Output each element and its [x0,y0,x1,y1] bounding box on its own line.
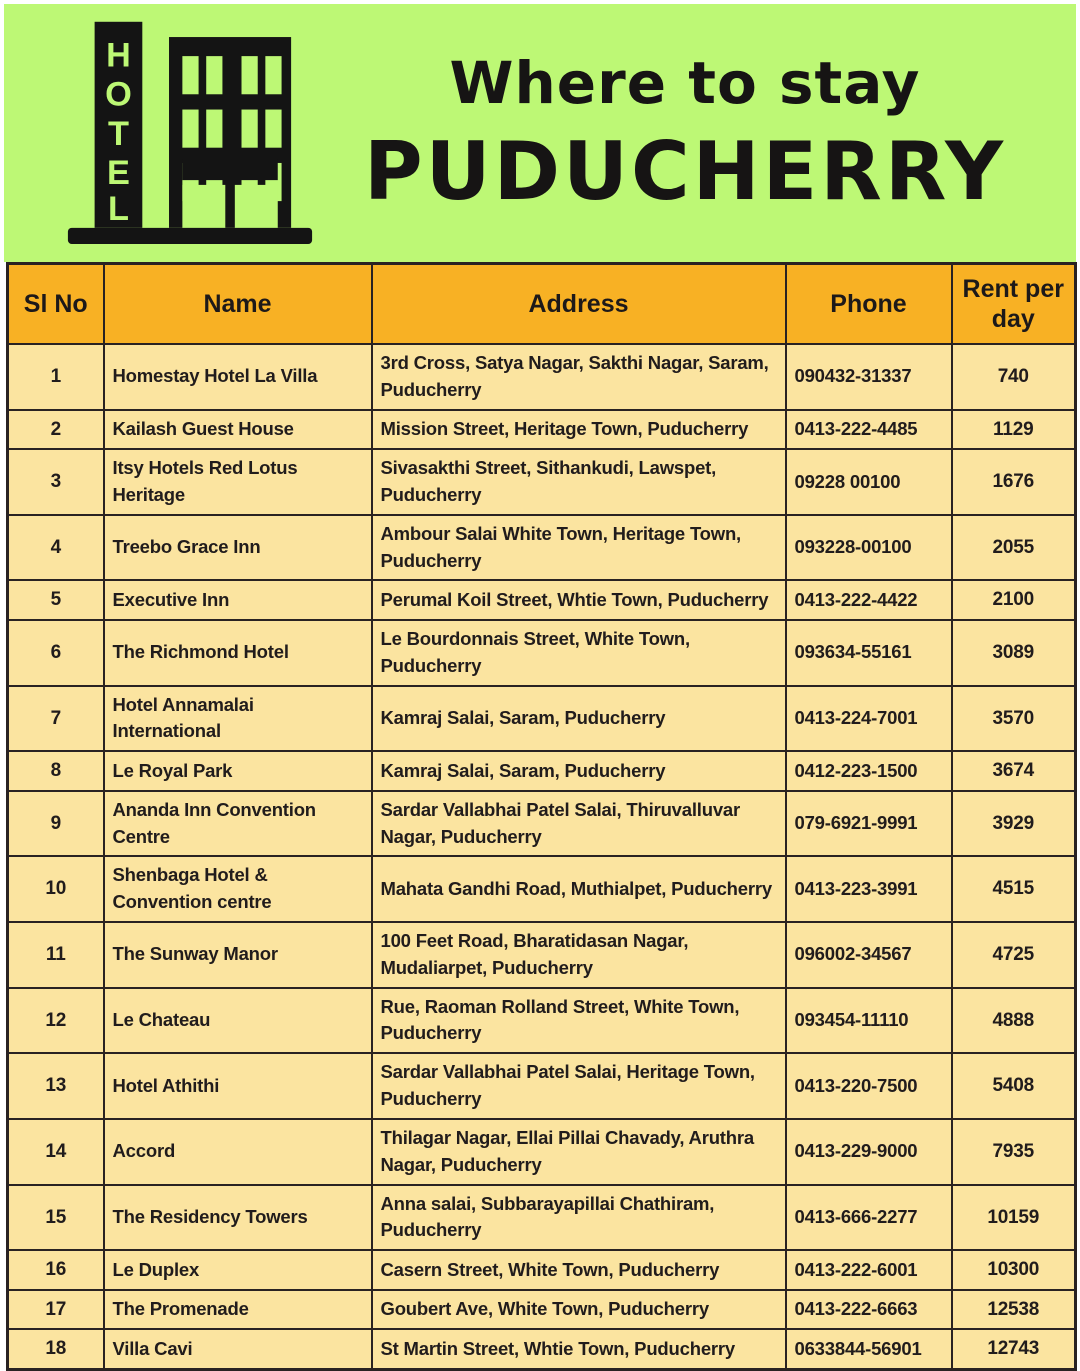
sign-letter: E [107,153,130,192]
banner-subtitle: PUDUCHERRY [363,124,1007,218]
address-cell: Kamraj Salai, Saram, Puducherry [372,751,786,791]
slno-cell: 9 [8,791,104,857]
rent-cell: 3929 [952,791,1076,857]
address-cell: Rue, Raoman Rolland Street, White Town, Puducherry [372,988,786,1054]
table-header-row [8,264,1076,345]
phone-cell: 0412-223-1500 [786,751,952,791]
name-cell: Hotel Annamalai International [104,686,372,752]
table-row [8,751,1076,791]
table-row [8,410,1076,450]
banner-title: Where to stay [449,48,921,117]
table-row [8,856,1076,922]
slno-cell: 8 [8,751,104,791]
table-row [8,1119,1076,1185]
name-cell: Le Royal Park [104,751,372,791]
phone-cell: 09228 00100 [786,449,952,515]
table-row [8,449,1076,515]
phone-cell: 0633844-56901 [786,1329,952,1369]
table-row [8,344,1076,410]
table-row [8,1185,1076,1251]
address-cell: Sivasakthi Street, Sithankudi, Lawspet, Puducherry [372,449,786,515]
rent-cell: 4725 [952,922,1076,988]
name-cell: Homestay Hotel La Villa [104,344,372,410]
slno-cell: 10 [8,856,104,922]
rent-cell: 4515 [952,856,1076,922]
slno-cell: 12 [8,988,104,1054]
hotels-table [6,262,1077,1371]
col-header-rent: Rent per day [952,264,1076,345]
rent-cell: 3570 [952,686,1076,752]
address-cell: Thilagar Nagar, Ellai Pillai Chavady, Aruthra Nagar, Puducherry [372,1119,786,1185]
phone-cell: 0413-223-3991 [786,856,952,922]
address-cell: Goubert Ave, White Town, Puducherry [372,1290,786,1330]
rent-cell: 1676 [952,449,1076,515]
address-cell: 100 Feet Road, Bharatidasan Nagar, Mudaliarpet, Puducherry [372,922,786,988]
slno-cell: 18 [8,1329,104,1369]
name-cell: Shenbaga Hotel & Convention centre [104,856,372,922]
table-row [8,1290,1076,1330]
slno-cell: 4 [8,515,104,581]
table-row [8,988,1076,1054]
address-cell: Casern Street, White Town, Puducherry [372,1250,786,1290]
rent-cell: 7935 [952,1119,1076,1185]
rent-cell: 5408 [952,1053,1076,1119]
col-header-slno: Sl No [8,264,104,345]
slno-cell: 2 [8,410,104,450]
address-cell: Kamraj Salai, Saram, Puducherry [372,686,786,752]
col-header-name: Name [104,264,372,345]
rent-cell: 10159 [952,1185,1076,1251]
rent-cell: 4888 [952,988,1076,1054]
table-row [8,515,1076,581]
phone-cell: 093228-00100 [786,515,952,581]
name-cell: Villa Cavi [104,1329,372,1369]
phone-cell: 0413-222-6001 [786,1250,952,1290]
name-cell: The Promenade [104,1290,372,1330]
phone-cell: 096002-34567 [786,922,952,988]
table-row [8,580,1076,620]
hotel-building-icon-svg [66,14,314,248]
slno-cell: 14 [8,1119,104,1185]
table-row [8,922,1076,988]
table-row [8,791,1076,857]
phone-cell: 0413-220-7500 [786,1053,952,1119]
address-cell: Mission Street, Heritage Town, Puducherry [372,410,786,450]
address-cell: Sardar Vallabhai Patel Salai, Heritage Town, Puducherry [372,1053,786,1119]
slno-cell: 3 [8,449,104,515]
phone-cell: 090432-31337 [786,344,952,410]
rent-cell: 12538 [952,1290,1076,1330]
slno-cell: 5 [8,580,104,620]
rent-cell: 10300 [952,1250,1076,1290]
name-cell: The Residency Towers [104,1185,372,1251]
phone-cell: 093454-11110 [786,988,952,1054]
name-cell: Treebo Grace Inn [104,515,372,581]
name-cell: Le Chateau [104,988,372,1054]
address-cell: St Martin Street, Whtie Town, Puducherry [372,1329,786,1369]
slno-cell: 11 [8,922,104,988]
name-cell: The Richmond Hotel [104,620,372,686]
phone-cell: 0413-222-4485 [786,410,952,450]
slno-cell: 6 [8,620,104,686]
slno-cell: 1 [8,344,104,410]
slno-cell: 16 [8,1250,104,1290]
rent-cell: 1129 [952,410,1076,450]
table-row [8,1329,1076,1369]
address-cell: Anna salai, Subbarayapillai Chathiram, Puducherry [372,1185,786,1251]
name-cell: The Sunway Manor [104,922,372,988]
table-row [8,686,1076,752]
address-cell: Le Bourdonnais Street, White Town, Puducherry [372,620,786,686]
rent-cell: 3089 [952,620,1076,686]
col-header-phone: Phone [786,264,952,345]
rent-cell: 2055 [952,515,1076,581]
address-cell: 3rd Cross, Satya Nagar, Sakthi Nagar, Saram, Puducherry [372,344,786,410]
hotel-building-icon [66,14,314,253]
sign-letter: O [105,75,132,114]
sign-letter: T [107,114,129,153]
address-cell: Perumal Koil Street, Whtie Town, Puducherry [372,580,786,620]
address-cell: Ambour Salai White Town, Heritage Town, Puducherry [372,515,786,581]
rent-cell: 3674 [952,751,1076,791]
table-row [8,1250,1076,1290]
name-cell: Executive Inn [104,580,372,620]
slno-cell: 15 [8,1185,104,1251]
name-cell: Itsy Hotels Red Lotus Heritage [104,449,372,515]
phone-cell: 0413-666-2277 [786,1185,952,1251]
rent-cell: 740 [952,344,1076,410]
rent-cell: 2100 [952,580,1076,620]
slno-cell: 13 [8,1053,104,1119]
phone-cell: 093634-55161 [786,620,952,686]
address-cell: Sardar Vallabhai Patel Salai, Thiruvalluvar Nagar, Puducherry [372,791,786,857]
rent-cell: 12743 [952,1329,1076,1369]
name-cell: Kailash Guest House [104,410,372,450]
phone-cell: 0413-222-4422 [786,580,952,620]
phone-cell: 0413-224-7001 [786,686,952,752]
sign-letter: L [107,189,129,228]
banner-titles [314,49,1076,218]
slno-cell: 17 [8,1290,104,1330]
name-cell: Le Duplex [104,1250,372,1290]
header-banner [4,4,1076,262]
address-cell: Mahata Gandhi Road, Muthialpet, Puducherry [372,856,786,922]
table-row [8,620,1076,686]
sign-letter: H [106,36,131,75]
col-header-address: Address [372,264,786,345]
table-row [8,1053,1076,1119]
name-cell: Hotel Athithi [104,1053,372,1119]
phone-cell: 0413-222-6663 [786,1290,952,1330]
phone-cell: 079-6921-9991 [786,791,952,857]
slno-cell: 7 [8,686,104,752]
name-cell: Ananda Inn Convention Centre [104,791,372,857]
name-cell: Accord [104,1119,372,1185]
phone-cell: 0413-229-9000 [786,1119,952,1185]
